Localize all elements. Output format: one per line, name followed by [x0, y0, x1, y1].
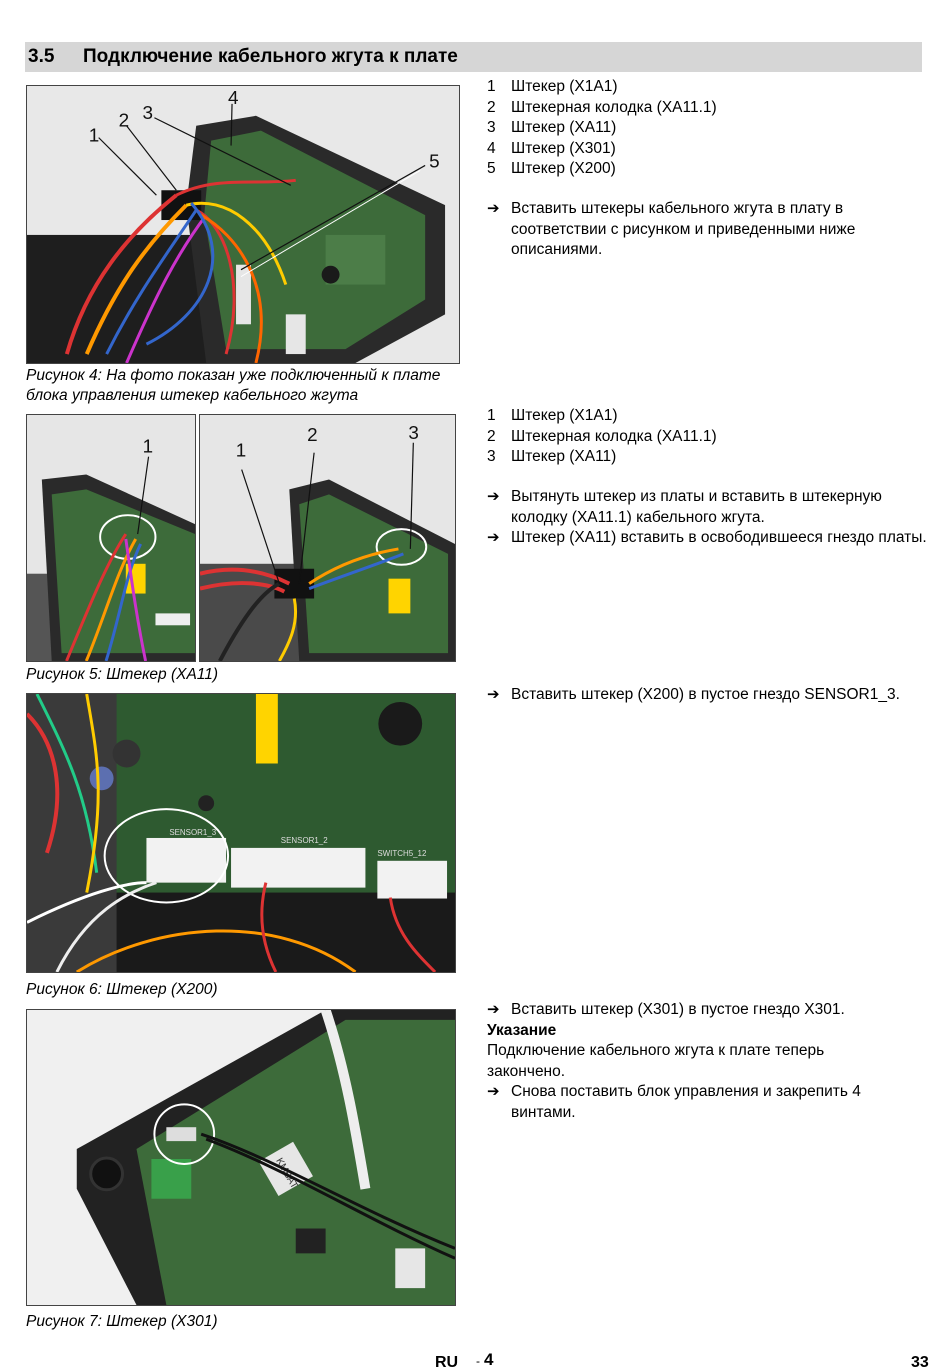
arrow-icon: ➔	[487, 488, 500, 505]
instruction-1	[487, 199, 927, 261]
footer-language: RU	[435, 1354, 459, 1371]
step-text: Снова поставить блок управления и закрепить 4 винтами.	[511, 1083, 861, 1121]
figure-4-callout-2: 2	[118, 110, 130, 132]
callout-list-2	[487, 406, 717, 468]
figure-4-callout-5: 5	[429, 151, 440, 173]
step-text: Вставить штекер (X200) в пустое гнездо SENSOR1_3.	[511, 686, 900, 703]
figure-4-photo	[26, 85, 460, 364]
arrow-icon: ➔	[487, 200, 500, 217]
figure-7-caption: Рисунок 7: Штекер (X301)	[26, 1313, 218, 1330]
figure-6-label-switch: SWITCH5_12	[377, 848, 427, 858]
figure-5-caption: Рисунок 5: Штекер (XA11)	[26, 666, 219, 683]
figure-5-right-callout-1: 1	[235, 439, 247, 461]
figure-5-photo-left	[26, 414, 196, 662]
figure-5-right-callout-3: 3	[408, 421, 419, 443]
figure-7-label-kmbat: KMBAT	[273, 1156, 300, 1191]
arrow-icon: ➔	[487, 1001, 500, 1018]
arrow-icon: ➔	[487, 686, 500, 703]
list-item: 1 Штекер (X1A1)	[487, 78, 618, 95]
footer-section-number: 4	[484, 1350, 494, 1369]
step-text: Вытянуть штекер из платы и вставить в штекерную колодку (XA11.1) кабельного жгута.	[511, 488, 882, 526]
step-text: Вставить штекеры кабельного жгута в плату в соответствии с рисунком и приведенными ниже описаниями.	[511, 200, 856, 258]
figure-4-callout-1: 1	[88, 125, 100, 147]
figure-5-photo-right	[199, 414, 456, 662]
list-item: 5 Штекер (X200)	[487, 160, 616, 177]
note-text: Подключение кабельного жгута к плате теперь закончено.	[487, 1042, 825, 1080]
list-item: 2 Штекерная колодка (XA11.1)	[487, 98, 717, 116]
arrow-icon: ➔	[487, 529, 500, 546]
section-number: 3.5	[28, 46, 55, 67]
figure-6-caption: Рисунок 6: Штекер (X200)	[26, 981, 218, 998]
arrow-icon: ➔	[487, 1083, 500, 1100]
list-item: 2 Штекерная колодка (XA11.1)	[487, 427, 717, 445]
figure-7-photo	[26, 1009, 456, 1306]
section-header	[25, 42, 922, 72]
callout-list-1	[487, 77, 717, 180]
figure-5-left-callout-1: 1	[142, 435, 154, 457]
instruction-4	[487, 1000, 927, 1123]
footer-dash: -	[476, 1354, 480, 1368]
list-item: 3 Штекер (XA11)	[487, 448, 617, 465]
list-item: 1 Штекер (X1A1)	[487, 407, 618, 424]
page-number: 33	[911, 1354, 929, 1371]
note-title: Указание	[487, 1021, 557, 1039]
step-text: Вставить штекер (X301) в пустое гнездо X301.	[511, 1001, 845, 1018]
figure-4-callout-4: 4	[228, 87, 239, 109]
instruction-3	[487, 685, 927, 706]
figure-4-caption: Рисунок 4: На фото показан уже подключенный к плате блока управления штекер кабельного жгута	[26, 367, 441, 404]
list-item: 4 Штекер (X301)	[487, 139, 616, 157]
figure-6-label-sensor1-2: SENSOR1_2	[280, 835, 328, 845]
instruction-2	[487, 487, 927, 549]
figure-4-callout-3: 3	[142, 102, 153, 124]
section-title: Подключение кабельного жгута к плате	[83, 46, 458, 67]
figure-6-photo	[26, 693, 456, 973]
figure-6-label-sensor1-3: SENSOR1_3	[169, 827, 217, 837]
list-item: 3 Штекер (XA11)	[487, 119, 617, 136]
figure-5-right-callout-2: 2	[307, 423, 318, 445]
step-text: Штекер (XA11) вставить в освободившееся гнездо платы.	[511, 529, 927, 546]
